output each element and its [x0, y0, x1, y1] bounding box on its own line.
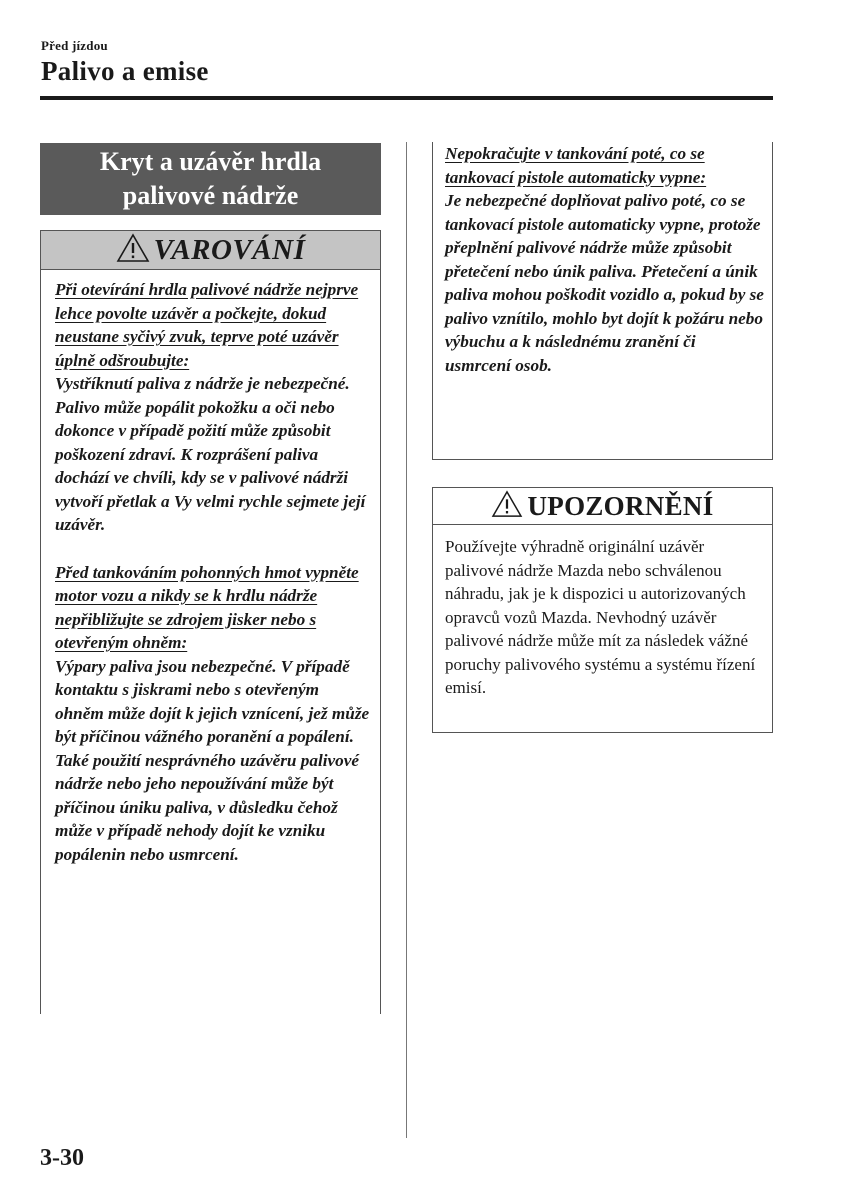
- warning-triangle-icon: [116, 233, 150, 268]
- warning-header: [40, 230, 381, 270]
- page-title: Palivo a emise: [41, 56, 209, 86]
- page-number: 3-30: [40, 1145, 84, 1171]
- section-heading: [40, 143, 381, 215]
- caution-header: [433, 488, 772, 525]
- caution-label: UPOZORNĚNÍ: [527, 490, 714, 521]
- breadcrumb: Před jízdou: [41, 38, 108, 53]
- section-heading-line1: Kryt a uzávěr hrdla: [99, 147, 322, 176]
- warning-item-heading: Při otevírání hrdla palivové nádrže nejprve lehce povolte uzávěr a počkejte, dokud neustane syčivý zvuk, teprve poté uzávěr úplně odšroubujte:: [55, 280, 359, 370]
- warning-triangle-icon: [491, 490, 523, 523]
- warning-item-body: Také použití nesprávného uzávěru palivové nádrže nebo jeho nepoužívání může být příčinou úniku paliva, v důsledku čehož může v případě nehody dojít ke vzniku popálenin nebo usmrcení.: [55, 750, 359, 864]
- warning-item-body: Je nebezpečné doplňovat palivo poté, co se tankovací pistole automaticky vypne, protože přeplnění palivové nádrže může způsobit přetečení nebo únik paliva. Přetečení a únik paliva mohou poškodit vozidlo a, pokud by se palivo vznítilo, mohlo byt dojít k požáru nebo výbuchu a k následnému zranění či usmrcení osob.: [445, 191, 764, 375]
- warning-body-right: [432, 142, 773, 460]
- section-heading-line2: palivové nádrže: [122, 181, 299, 210]
- column-divider: [406, 142, 407, 1138]
- warning-body-left: [40, 270, 381, 1014]
- warning-label: VAROVÁNÍ: [153, 233, 306, 266]
- warning-item-body: Vystříknutí paliva z nádrže je nebezpečné. Palivo může popálit pokožku a oči nebo dokonce v případě požití může způsobit poškození zdraví. K rozprášení paliva dochází ve chvíli, kdy se v palivové nádrži vytvoří přetlak a Vy velmi rychle sejmete její uzávěr.: [55, 374, 366, 534]
- title-rule: [40, 96, 773, 100]
- caution-box: [432, 487, 773, 733]
- caution-body: Používejte výhradně originální uzávěr palivové nádrže Mazda nebo schválenou náhradu, jak je k dispozici u autorizovaných opravců vozů Mazda. Nevhodný uzávěr palivové nádrže může mít za následek vážné poruchy palivového systému a systému řízení emisí.: [445, 537, 756, 697]
- warning-item-body: Výpary paliva jsou nebezpečné. V případě kontaktu s jiskrami nebo s otevřeným ohněm může dojít k jejich vznícení, jež může být příčinou vážného poranění a popálení.: [55, 656, 370, 746]
- warning-item-heading: Nepokračujte v tankování poté, co se tankovací pistole automaticky vypne:: [445, 144, 707, 187]
- warning-item-heading: Před tankováním pohonných hmot vypněte motor vozu a nikdy se k hrdlu nádrže nepřibližujte se zdrojem jisker nebo s otevřeným ohněm:: [55, 562, 359, 652]
